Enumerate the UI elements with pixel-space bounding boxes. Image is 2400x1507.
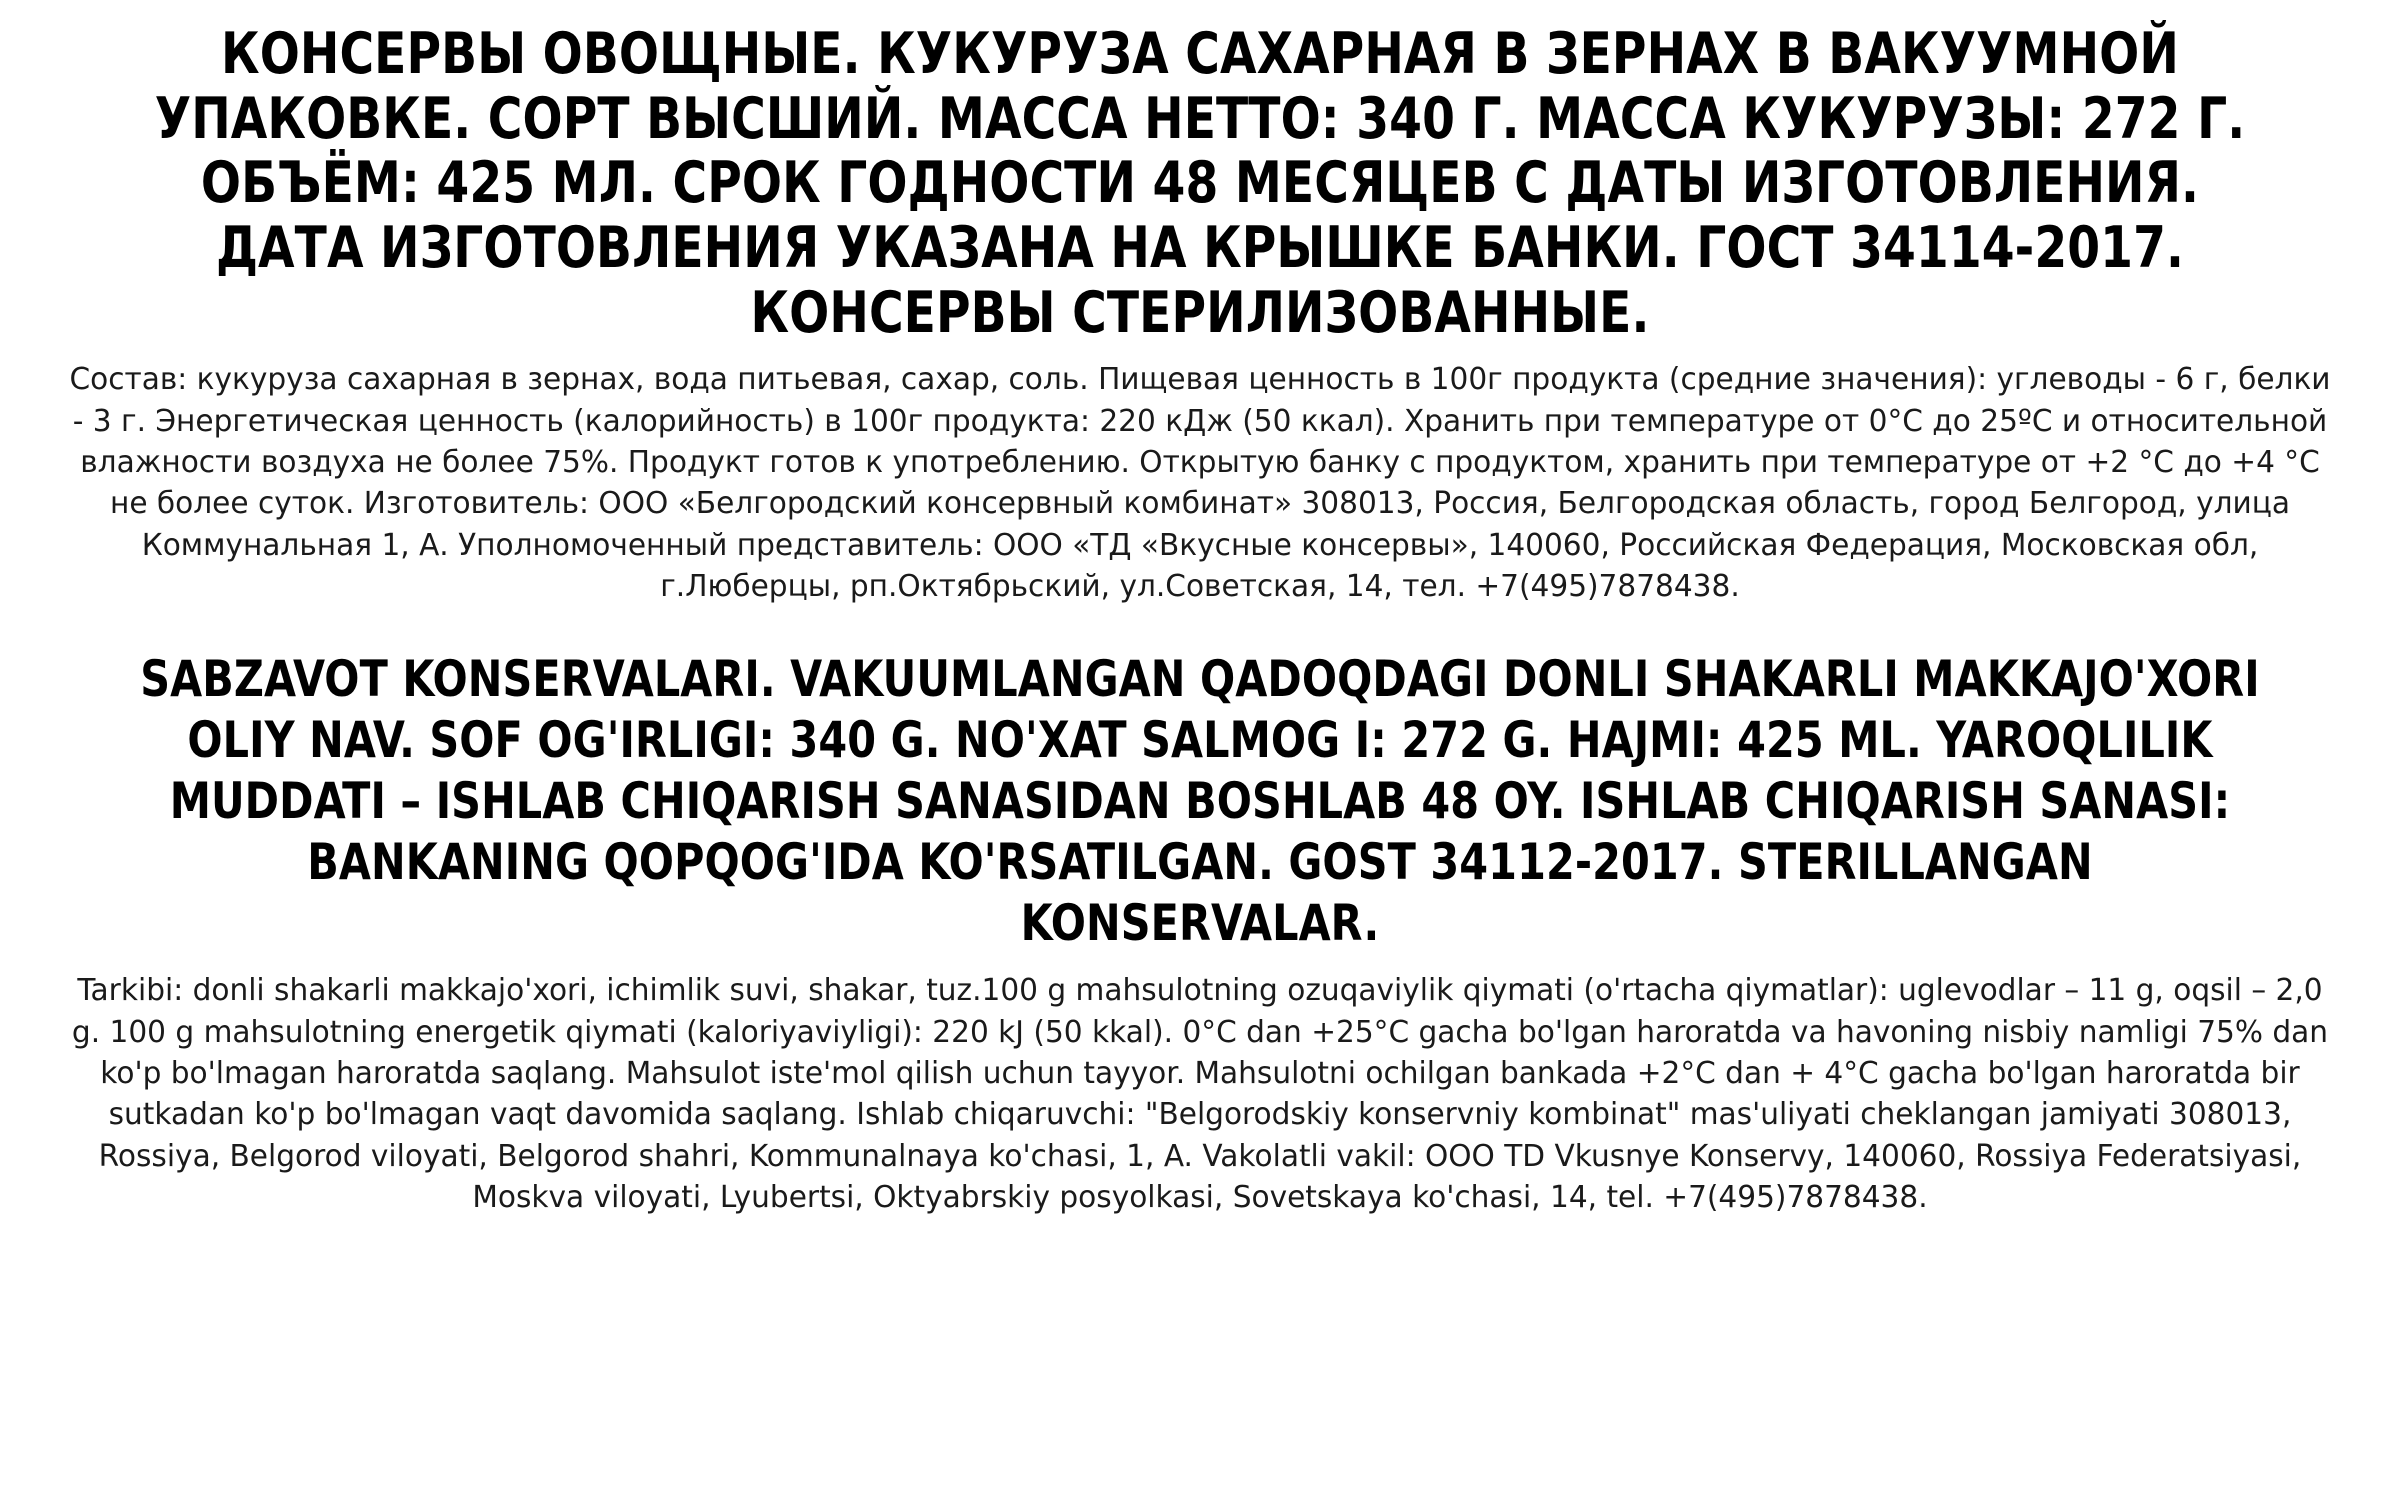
uzbek-headline: SABZAVOT KONSERVALARI. VAKUUMLANGAN QADOQDAGI DONLI SHAKARLI MAKKAJO'XORI OLIY NAV. SOF OG'IRLIGI: 340 G. NO'XAT SALMOG I: 272 G. HAJMI: 425 ML. YAROQLILIK MUDDATI – ISHLAB CHIQARISH SANASIDAN BOSHLAB 48 OY. ISHLAB CHIQARISH SANASI: BANKANING QOPQOG'IDA KO'RSATILGAN. GOST 34112-2017. STERILLANGAN KONSERVALAR. xyxy=(140,650,2260,953)
russian-headline: КОНСЕРВЫ ОВОЩНЫЕ. КУКУРУЗА САХАРНАЯ В ЗЕРНАХ В ВАКУУМНОЙ УПАКОВКЕ. СОРТ ВЫСШИЙ. МАССА НЕТТО: 340 Г. МАССА КУКУРУЗЫ: 272 Г. ОБЪЁМ: 425 МЛ. СРОК ГОДНОСТИ 48 МЕСЯЦЕВ С ДАТЫ ИЗГОТОВЛЕНИЯ. ДАТА ИЗГОТОВЛЕНИЯ УКАЗАНА НА КРЫШКЕ БАНКИ. ГОСТ 34114-2017. КОНСЕРВЫ СТЕРИЛИЗОВАННЫЕ. xyxy=(154,21,2246,346)
uzbek-ingredients-paragraph: Tarkibi: donli shakarli makkajo'xori, ichimlik suvi, shakar, tuz.100 g mahsulotning ozuqaviylik qiymati (o'rtacha qiymatlar): uglevodlar – 11 g, oqsil – 2,0 g. 100 g mahsulotning energetik qiymati (kaloriyaviyligi): 220 kJ (50 kkal). 0°C dan +25°C gacha bo'lgan haroratda va havoning nisbiy namligi 75% dan ko'p bo'lmagan haroratda saqlang. Mahsulot iste'mol qilish uchun tayyor. Mahsulotni ochilgan bankada +2°C dan + 4°C gacha bo'lgan haroratda bir sutkadan ko'p bo'lmagan vaqt davomida saqlang. Ishlab chiqaruvchi: "Belgorodskiy konservniy kombinat" mas'uliyati cheklangan jamiyati 308013, Rossiya, Belgorod viloyati, Belgorod shahri, Kommunalnaya ko'chasi, 1, A. Vakolatli vakil: OOO TD Vkusnye Konservy, 140060, Rossiya Federatsiyasi, Moskva viloyati, Lyubertsi, Oktyabrskiy posyolkasi, Sovetskaya ko'chasi, 14, tel. +7(495)7878438. xyxy=(71,973,2329,1215)
russian-ingredients-paragraph: Состав: кукуруза сахарная в зернах, вода питьевая, сахар, соль. Пищевая ценность в 100г продукта (средние значения): углеводы - 6 г, белки - 3 г. Энергетическая ценность (калорийность) в 100г продукта: 220 кДж (50 ккал). Хранить при температуре от 0°С до 25ºС и относительной влажности воздуха не более 75%. Продукт готов к употреблению. Открытую банку с продуктом, хранить при температуре от +2 °С до +4 °С не более суток. Изготовитель: ООО «Белгородский консервный комбинат» 308013, Россия, Белгородская область, город Белгород, улица Коммунальная 1, А. Уполномоченный представитель: ООО «ТД «Вкусные консервы», 140060, Российская Федерация, Московская обл, г.Люберцы, рп.Октябрьский, ул.Советская, 14, тел. +7(495)7878438. xyxy=(69,362,2331,604)
